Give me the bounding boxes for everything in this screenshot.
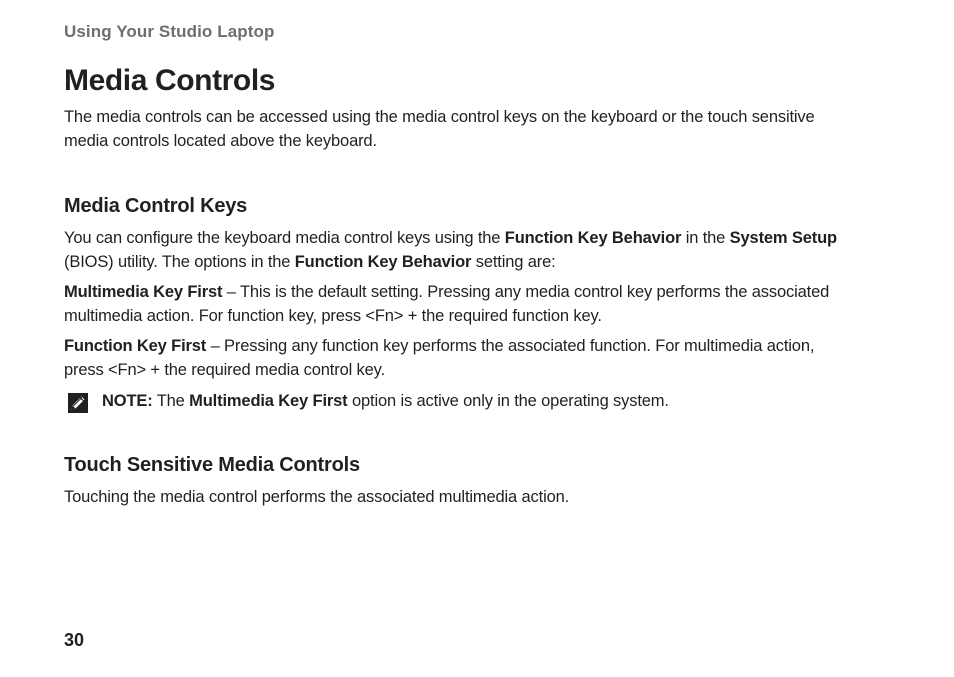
page-title: Media Controls	[64, 64, 276, 97]
multimedia-key-first-paragraph	[64, 280, 854, 328]
config-paragraph	[64, 226, 854, 274]
note-label: NOTE:	[102, 392, 153, 410]
function-key-first-paragraph	[64, 334, 854, 382]
running-header: Using Your Studio Laptop	[64, 22, 275, 41]
config-bold-function-key-behavior: Function Key Behavior	[504, 229, 682, 247]
note-text-1: The	[152, 392, 190, 410]
config-text-4: setting are:	[471, 253, 556, 271]
note-box	[68, 389, 669, 413]
function-key-first-label: Function Key First	[64, 337, 207, 355]
function-key-first-text: – Pressing any function key performs the associated function. For multimedia action, press <Fn> + the required media control key.	[64, 337, 815, 379]
intro-paragraph: The media controls can be accessed using the media control keys on the keyboard or the touch sensitive media controls located above the keyboard.	[64, 108, 815, 150]
page-number: 30	[64, 630, 85, 650]
config-bold-system-setup: System Setup	[729, 229, 837, 247]
section-heading-touch-sensitive-media-controls: Touch Sensitive Media Controls	[64, 454, 360, 476]
config-text-3: (BIOS) utility. The options in the	[64, 253, 295, 271]
section-heading-media-control-keys: Media Control Keys	[64, 195, 248, 217]
multimedia-key-first-label: Multimedia Key First	[64, 283, 223, 301]
note-text-2: option is active only in the operating system.	[347, 392, 669, 410]
touch-paragraph: Touching the media control performs the associated multimedia action.	[64, 488, 570, 506]
note-pencil-icon	[68, 393, 88, 413]
note-bold-multimedia-key-first: Multimedia Key First	[189, 392, 348, 410]
config-bold-function-key-behavior-2: Function Key Behavior	[294, 253, 472, 271]
note-text	[102, 389, 669, 413]
config-text-1: You can configure the keyboard media control keys using the	[64, 229, 505, 247]
config-text-2: in the	[681, 229, 730, 247]
multimedia-key-first-text: – This is the default setting. Pressing any media control key performs the associated multimedia action. For function key, press <Fn> + the required function key.	[64, 283, 830, 325]
